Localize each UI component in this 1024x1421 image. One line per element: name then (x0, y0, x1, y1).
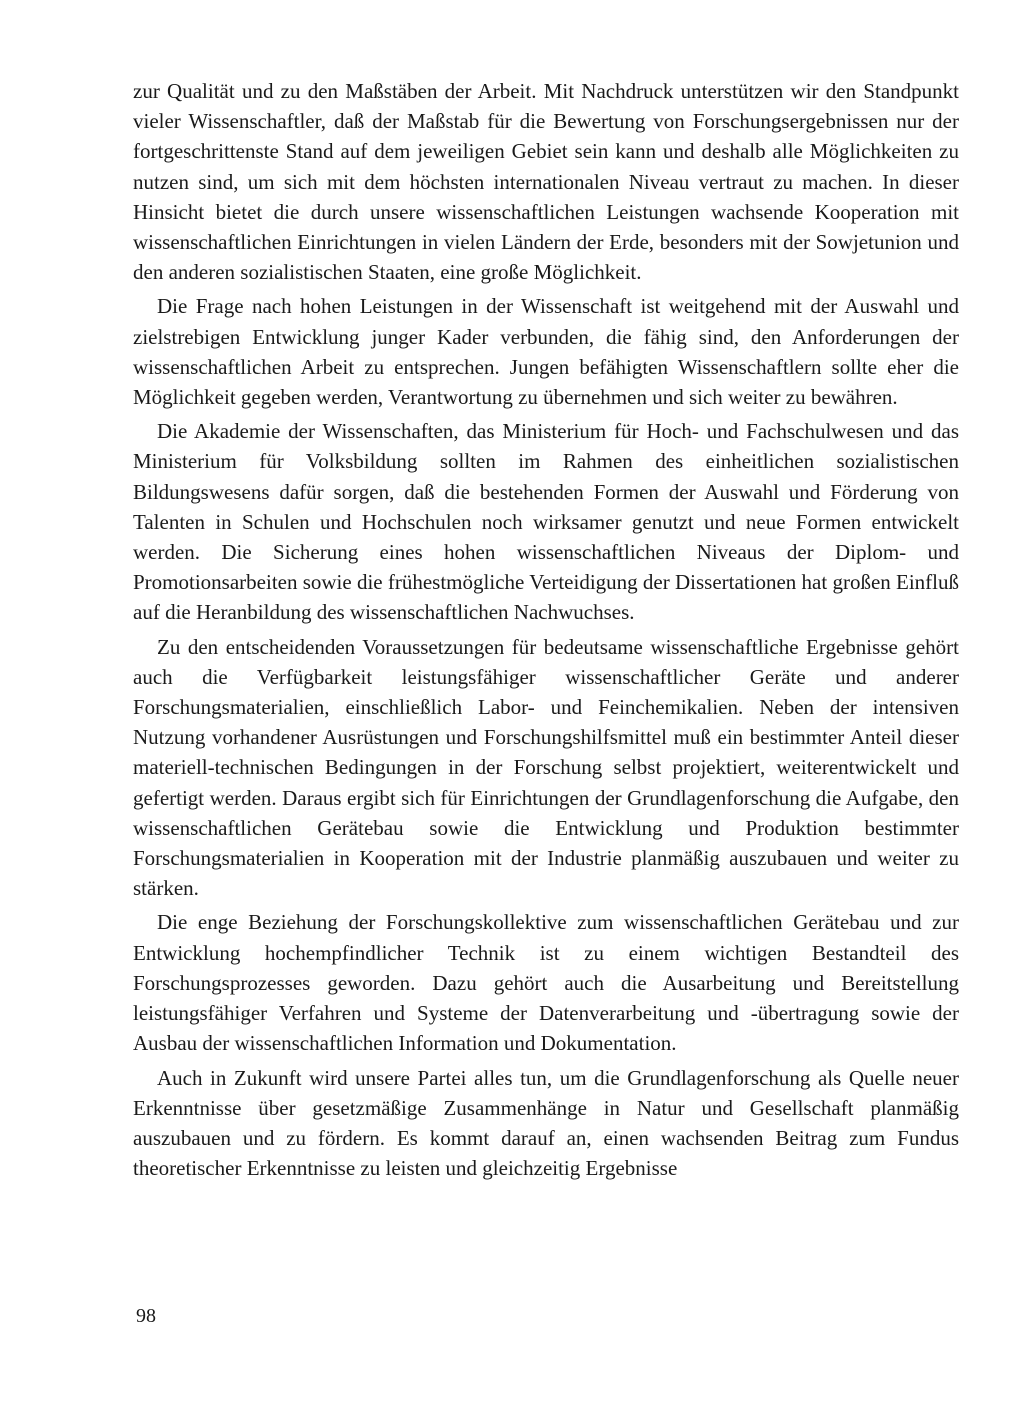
paragraph-1: zur Qualität und zu den Maßstäben der Arbeit. Mit Nachdruck unterstützen wir den Standpunkt vieler Wissenschaftler, daß der Maßstab für die Bewertung von Forschungsergebnissen nur der fortgeschrittenste Stand auf dem jeweiligen Gebiet sein kann und deshalb alle Möglichkeiten zu nutzen sind, um sich mit dem höchsten internationalen Niveau vertraut zu machen. In dieser Hinsicht bietet die durch unsere wissenschaftlichen Leistungen wachsende Kooperation mit wissenschaftlichen Einrichtungen in vielen Ländern der Erde, besonders mit der Sowjetunion und den anderen sozialistischen Staaten, eine große Möglichkeit. (133, 79, 959, 285)
page-number: 98 (136, 1305, 156, 1327)
paragraph-2: Die Frage nach hohen Leistungen in der Wissenschaft ist weitgehend mit der Auswahl und zielstrebigen Entwicklung junger Kader verbunden, die fähig sind, den Anforderungen der wissenschaftlichen Arbeit zu entsprechen. Jungen befähigten Wissenschaftlern sollte eher die Möglichkeit gegeben werden, Verantwortung zu übernehmen und sich weiter zu bewähren. (133, 294, 959, 410)
paragraph-5: Die enge Beziehung der Forschungskollektive zum wissenschaftlichen Gerätebau und zur Entwicklung hochempfindlicher Technik ist zu einem wichtigen Bestandteil des Forschungsprozesses geworden. Dazu gehört auch die Ausarbeitung und Bereitstellung leistungsfähiger Verfahren und Systeme der Datenverarbeitung und -übertragung sowie der Ausbau der wissenschaftlichen Information und Dokumentation. (133, 910, 959, 1056)
page-body (133, 76, 959, 1187)
paragraph-3: Die Akademie der Wissenschaften, das Ministerium für Hoch- und Fachschulwesen und das Ministerium für Volksbildung sollten im Rahmen des einheitlichen sozialistischen Bildungswesens dafür sorgen, daß die bestehenden Formen der Auswahl und Förderung von Talenten in Schulen und Hochschulen noch wirksamer genutzt und neue Formen entwickelt werden. Die Sicherung eines hohen wissenschaftlichen Niveaus der Diplom- und Promotionsarbeiten sowie die frühestmögliche Verteidigung der Dissertationen hat großen Einfluß auf die Heranbildung des wissenschaftlichen Nachwuchses. (133, 419, 960, 625)
paragraph-6: Auch in Zukunft wird unsere Partei alles tun, um die Grundlagenforschung als Quelle neuer Erkenntnisse über gesetzmäßige Zusammenhänge in Natur und Gesellschaft planmäßig auszubauen und zu fördern. Es kommt darauf an, einen wachsenden Beitrag zum Fundus theoretischer Erkenntnisse zu leisten und gleichzeitig Ergebnisse (133, 1065, 959, 1181)
paragraph-4: Zu den entscheidenden Voraussetzungen für bedeutsame wissenschaftliche Ergebnisse gehört auch die Verfügbarkeit leistungsfähiger wissenschaftlicher Geräte und anderer Forschungsmaterialien, einschließlich Labor- und Feinchemikalien. Neben der intensiven Nutzung vorhandener Ausrüstungen und Forschungshilfsmittel muß ein bestimmter Anteil dieser materiell-technischen Bedingungen in der Forschung selbst projektiert, weiterentwickelt und gefertigt werden. Daraus ergibt sich für Einrichtungen der Grundlagenforschung die Aufgabe, den wissenschaftlichen Gerätebau sowie die Entwicklung und Produktion bestimmter Forschungsmaterialien in Kooperation mit der Industrie planmäßig auszubauen und weiter zu stärken. (133, 634, 959, 901)
